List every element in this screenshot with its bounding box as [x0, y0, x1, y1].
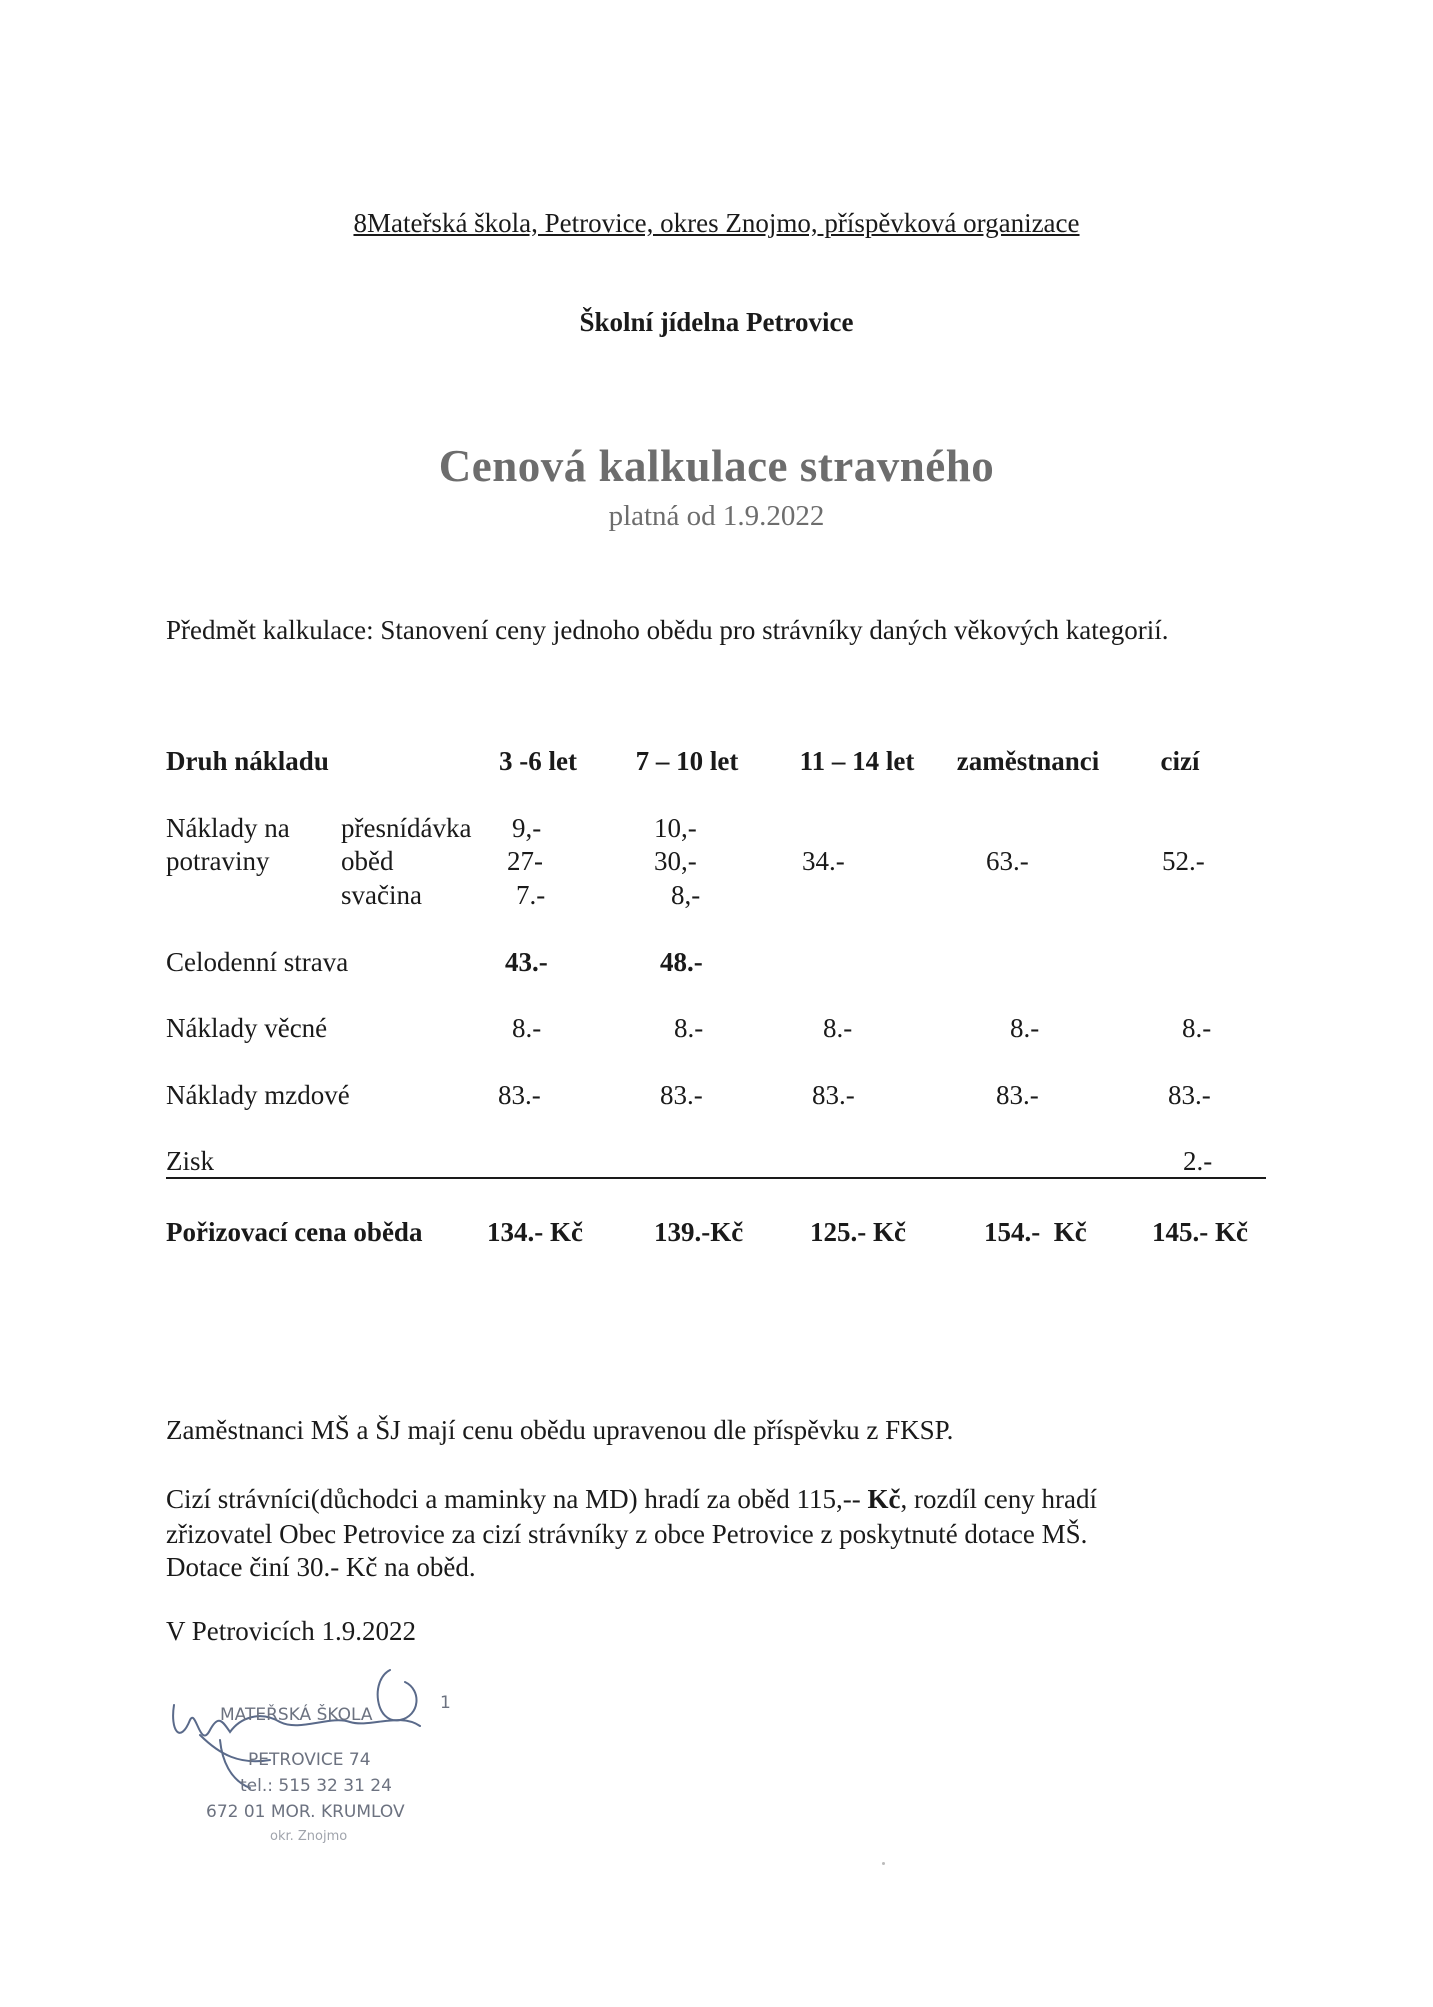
canteen-name: Školní jídelna Petrovice	[579, 307, 854, 337]
total-employees: 154.- Kč	[984, 1217, 1087, 1247]
stamp-number: 1	[440, 1693, 451, 1713]
header-age-11-14: 11 – 14 let	[799, 746, 915, 776]
stamp-line5: okr. Znojmo	[270, 1829, 348, 1844]
organization-header: 8Mateřská škola, Petrovice, okres Znojmo, příspěvková organizace	[353, 208, 1080, 238]
wages-7-10: 83.-	[660, 1080, 703, 1110]
food-3-6-snack: 9,-	[512, 813, 542, 843]
total-label: Pořizovací cena oběda	[166, 1217, 423, 1247]
profit-label: Zisk	[166, 1146, 215, 1176]
header-age-3-6: 3 -6 let	[499, 746, 577, 776]
material-employees: 8.-	[1010, 1013, 1040, 1043]
full-day-label: Celodenní strava	[166, 947, 349, 977]
food-costs-label-2: potraviny	[166, 846, 270, 876]
external-note-line1	[166, 1482, 1097, 1517]
stamp-line3: tel.: 515 32 31 24	[240, 1776, 392, 1796]
stamp-line4: 672 01 MOR. KRUMLOV	[206, 1802, 405, 1822]
external-note-post: , rozdíl ceny hradí	[900, 1484, 1097, 1514]
sublabel-snack-morning: přesnídávka	[341, 813, 472, 843]
signature-icon	[160, 1660, 520, 1860]
header-employees: zaměstnanci	[956, 746, 1100, 776]
header-age-7-10: 7 – 10 let	[635, 746, 739, 776]
wages-11-14: 83.-	[812, 1080, 855, 1110]
food-7-10-afternoon: 8,-	[671, 880, 701, 910]
wage-costs-label: Náklady mzdové	[166, 1080, 350, 1110]
wages-3-6: 83.-	[498, 1080, 541, 1110]
food-costs-label-1: Náklady na	[166, 813, 290, 843]
food-employees: 63.-	[986, 846, 1029, 876]
wages-external: 83.-	[1168, 1080, 1211, 1110]
table-divider	[166, 1177, 1266, 1179]
material-7-10: 8.-	[674, 1013, 704, 1043]
full-day-7-10: 48.-	[660, 947, 703, 977]
material-3-6: 8.-	[512, 1013, 542, 1043]
food-11-14: 34.-	[802, 846, 845, 876]
material-11-14: 8.-	[823, 1013, 853, 1043]
valid-from: platná od 1.9.2022	[608, 500, 825, 532]
header-cost-type: Druh nákladu	[166, 746, 329, 776]
external-note-currency: Kč	[867, 1484, 901, 1514]
place-date: V Petrovicích 1.9.2022	[166, 1616, 416, 1646]
sublabel-snack-afternoon: svačina	[341, 880, 422, 910]
document-title: Cenová kalkulace stravného	[438, 441, 995, 491]
food-7-10-lunch: 30,-	[654, 846, 697, 876]
food-7-10-snack: 10,-	[654, 813, 697, 843]
scan-speck	[882, 1862, 885, 1865]
total-11-14: 125.- Kč	[810, 1217, 906, 1247]
external-note-line3: Dotace činí 30.- Kč na oběd.	[166, 1552, 476, 1582]
header-external: cizí	[1160, 746, 1200, 776]
total-7-10: 139.-Kč	[654, 1217, 744, 1247]
calculation-subject: Předmět kalkulace: Stanovení ceny jednoho obědu pro strávníky daných věkových kategorií.	[166, 615, 1169, 645]
profit-external: 2.-	[1183, 1146, 1213, 1176]
food-3-6-lunch: 27-	[507, 846, 543, 876]
stamp-line2: PETROVICE 74	[248, 1750, 371, 1770]
food-external: 52.-	[1162, 846, 1205, 876]
school-stamp	[160, 1660, 520, 1860]
total-external: 145.- Kč	[1152, 1217, 1248, 1247]
stamp-line1: MATEŘSKÁ ŠKOLA	[220, 1705, 373, 1725]
total-3-6: 134.- Kč	[487, 1217, 583, 1247]
food-3-6-afternoon: 7.-	[516, 880, 546, 910]
full-day-3-6: 43.-	[505, 947, 548, 977]
material-costs-label: Náklady věcné	[166, 1013, 328, 1043]
sublabel-lunch: oběd	[341, 846, 394, 876]
wages-employees: 83.-	[996, 1080, 1039, 1110]
external-note-line2: zřizovatel Obec Petrovice za cizí strávníky z obce Petrovice z poskytnuté dotace MŠ.	[166, 1519, 1088, 1549]
material-external: 8.-	[1182, 1013, 1212, 1043]
employees-note: Zaměstnanci MŠ a ŠJ mají cenu obědu upravenou dle příspěvku z FKSP.	[166, 1415, 954, 1445]
external-note-pre: Cizí strávníci(důchodci a maminky na MD) hradí za oběd 115,--	[166, 1484, 868, 1514]
